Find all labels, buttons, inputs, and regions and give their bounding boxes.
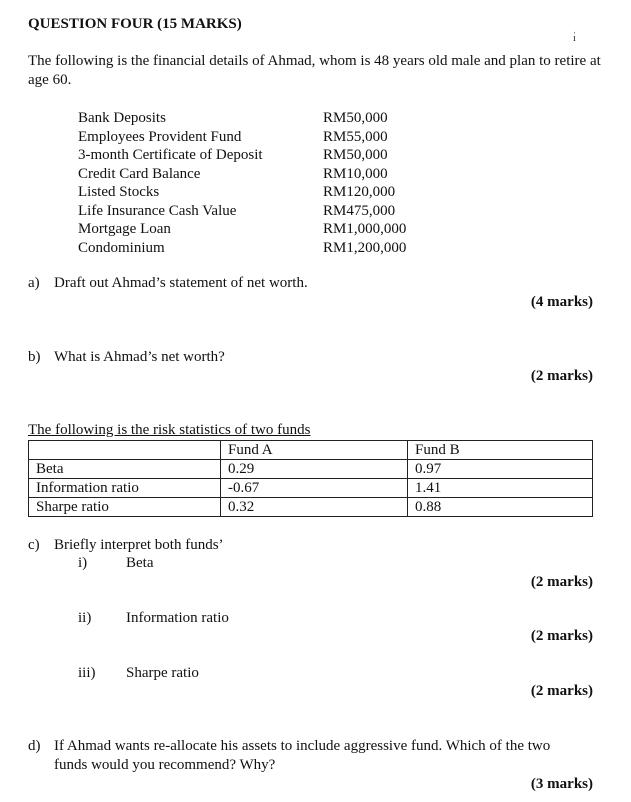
asset-label: Credit Card Balance: [78, 165, 201, 182]
table-header-cell: Fund B: [408, 441, 593, 460]
asset-amounts: [323, 109, 406, 257]
question-c-part-marks: (2 marks): [530, 574, 593, 590]
asset-label: Mortgage Loan: [78, 221, 171, 237]
table-cell: 0.88: [408, 498, 593, 517]
question-a-label: a): [28, 275, 40, 291]
asset-label: 3-month Certificate of Deposit: [78, 147, 263, 163]
table-header-cell: Fund A: [221, 441, 408, 460]
question-a-marks: (4 marks): [530, 294, 593, 310]
question-c-part-marks: (2 marks): [530, 628, 593, 644]
asset-labels: [78, 109, 263, 257]
asset-label: Listed Stocks: [78, 184, 160, 200]
table-cell: 0.97: [408, 460, 593, 479]
question-a: [28, 275, 308, 292]
table-cell: Sharpe ratio: [29, 498, 221, 517]
question-d-marks: (3 marks): [530, 776, 593, 792]
question-c-part-text: Information ratio: [126, 610, 229, 626]
table-header-row: [29, 441, 593, 460]
intro-paragraph: The following is the financial details of Ahmad, whom is 48 years old male and plan to retire at age 60.: [28, 53, 601, 88]
question-c-text: Briefly interpret both funds’: [54, 537, 224, 553]
question-a-text: Draft out Ahmad’s statement of net worth.: [54, 275, 308, 291]
table-cell: -0.67: [221, 479, 408, 498]
asset-amount: RM50,000: [323, 147, 388, 163]
asset-amount: RM120,000: [323, 184, 396, 200]
table-cell: 1.41: [408, 479, 593, 498]
question-b-text: What is Ahmad’s net worth?: [54, 349, 225, 365]
question-title: QUESTION FOUR (15 MARKS): [28, 16, 242, 32]
fund-statistics-table: [28, 440, 593, 517]
question-b-marks: (2 marks): [530, 368, 593, 384]
asset-amount: RM475,000: [323, 202, 396, 219]
asset-amount: RM10,000: [323, 165, 388, 182]
asset-amount: RM1,000,000: [323, 221, 407, 237]
question-c: [28, 537, 224, 554]
question-d-line1: [28, 738, 550, 755]
question-c-part-marks: (2 marks): [530, 683, 593, 699]
table-caption: The following is the risk statistics of two funds: [28, 422, 311, 438]
question-b-label: b): [28, 349, 41, 365]
asset-label: Life Insurance Cash Value: [78, 202, 237, 219]
question-b: [28, 349, 225, 366]
question-c-part-number: iii): [78, 665, 96, 681]
table-row: [29, 479, 593, 498]
question-c-part-number: i): [78, 555, 88, 571]
table-cell: Information ratio: [29, 479, 221, 498]
table-cell: Beta: [29, 460, 221, 479]
table-header-cell: [29, 441, 221, 460]
margin-tick-mark: ˌ ı: [573, 23, 577, 44]
question-c-part-number: ii): [78, 610, 92, 626]
table-row: [29, 460, 593, 479]
question-d-text: If Ahmad wants re-allocate his assets to include aggressive fund. Which of the two: [54, 738, 551, 754]
table-row: [29, 498, 593, 517]
asset-amount: RM1,200,000: [323, 239, 407, 256]
asset-label: Condominium: [78, 239, 165, 256]
question-c-part-text: Sharpe ratio: [126, 665, 199, 681]
question-d-line2: funds would you recommend? Why?: [54, 757, 276, 773]
asset-label: Employees Provident Fund: [78, 128, 242, 145]
question-c-label: c): [28, 537, 40, 553]
question-c-part-text: Beta: [126, 555, 154, 571]
asset-amount: RM55,000: [323, 128, 388, 145]
table-cell: 0.29: [221, 460, 408, 479]
asset-amount: RM50,000: [323, 110, 388, 126]
asset-label: Bank Deposits: [78, 110, 166, 126]
question-d-label: d): [28, 738, 41, 754]
table-cell: 0.32: [221, 498, 408, 517]
